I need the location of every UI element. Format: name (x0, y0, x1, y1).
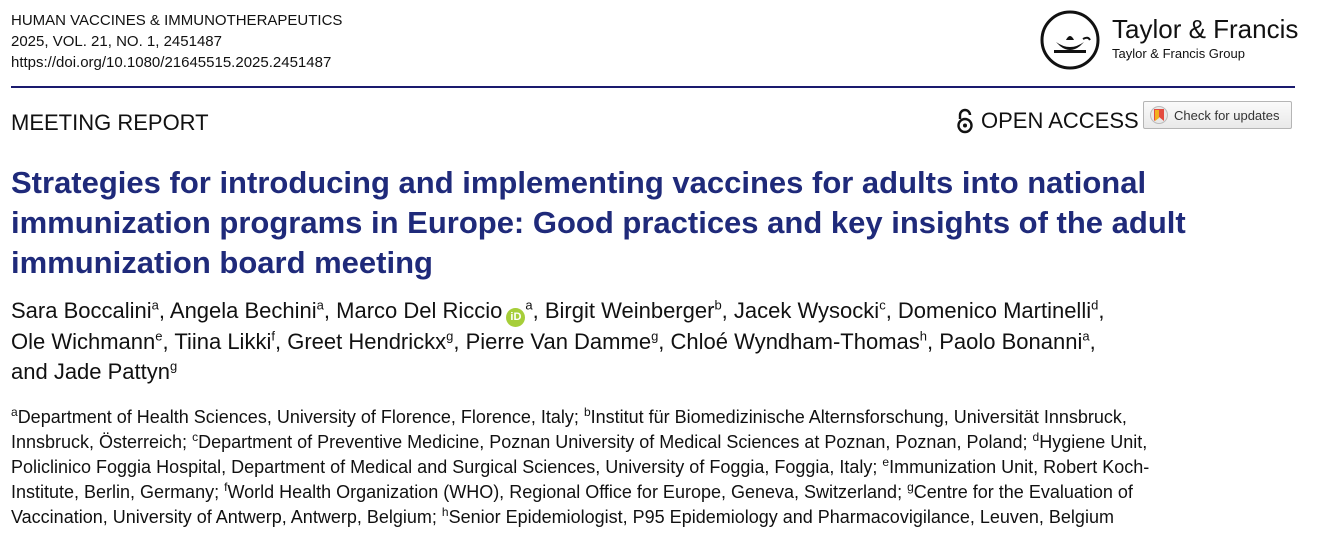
affiliation-marker: a (11, 405, 18, 419)
affiliation-marker: d (1032, 430, 1040, 444)
author-affiliation-marker[interactable]: b (714, 297, 722, 313)
author-line (11, 296, 1311, 327)
affiliation-text: Centre for the Evaluation of (913, 482, 1133, 502)
journal-name: HUMAN VACCINES & IMMUNOTHERAPEUTICS (11, 12, 343, 29)
affiliation-line (11, 430, 1311, 455)
author-separator: , (158, 298, 170, 323)
title-line: Strategies for introducing and implementing vaccines for adults into national (11, 165, 1147, 200)
affiliations (11, 405, 1311, 530)
check-for-updates-button[interactable] (1143, 101, 1292, 129)
orcid-icon[interactable]: iD (506, 308, 525, 327)
author-separator: , (323, 298, 337, 323)
author-name[interactable]: Paolo Bonanni (939, 329, 1083, 354)
affiliation-text: Immunization Unit, Robert Koch- (889, 457, 1150, 477)
affiliation-marker: e (882, 455, 890, 469)
author-affiliation-marker[interactable]: e (155, 328, 163, 344)
open-access-badge (955, 107, 1139, 135)
journal-doi-link[interactable]: https://doi.org/10.1080/21645515.2025.2451487 (11, 54, 332, 71)
affiliation-text: Hygiene Unit, (1039, 432, 1148, 452)
author-line (11, 357, 1311, 387)
affiliation-text: Senior Epidemiologist, P95 Epidemiology and Pharmacovigilance, Leuven, Belgium (448, 507, 1114, 527)
article-title (11, 163, 1311, 283)
author-separator: , (162, 329, 175, 354)
open-lock-icon (955, 108, 975, 134)
author-affiliation-marker[interactable]: h (919, 328, 927, 344)
affiliation-marker: c (192, 430, 199, 444)
author-name[interactable]: Domenico Martinelli (897, 298, 1092, 323)
author-separator: , (721, 298, 734, 323)
author-name[interactable]: Tiina Likki (174, 329, 272, 354)
author-line (11, 327, 1311, 357)
affiliation-text: Policlinico Foggia Hospital, Department of Medical and Surgical Sciences, University of Foggia, Foggia, Italy; (11, 457, 883, 477)
affiliation-text: Vaccination, University of Antwerp, Antwerp, Belgium; (11, 507, 442, 527)
author-affiliation-marker[interactable]: a (525, 297, 533, 313)
author-affiliation-marker[interactable]: d (1091, 297, 1099, 313)
affiliation-text: Department of Preventive Medicine, Poznan University of Medical Sciences at Poznan, Poznan, Poland; (198, 432, 1033, 452)
affiliation-line (11, 405, 1311, 430)
author-name[interactable]: Greet Hendrickx (287, 329, 447, 354)
author-name[interactable]: and Jade Pattyn (11, 359, 171, 384)
author-separator: , (885, 298, 898, 323)
author-affiliation-marker[interactable]: a (151, 297, 159, 313)
author-separator: , (658, 329, 671, 354)
journal-volume: 2025, VOL. 21, NO. 1, 2451487 (11, 33, 222, 50)
author-name[interactable]: Jacek Wysocki (733, 298, 880, 323)
affiliation-line (11, 455, 1311, 480)
publisher-name: Taylor & Francis (1112, 14, 1299, 44)
author-separator: , (927, 329, 940, 354)
header-divider (11, 86, 1295, 88)
author-affiliation-marker[interactable]: g (170, 358, 178, 374)
check-for-updates-label: Check for updates (1174, 107, 1280, 123)
affiliation-marker: h (441, 505, 449, 519)
title-line: immunization board meeting (11, 245, 433, 280)
author-affiliation-marker[interactable]: a (316, 297, 324, 313)
affiliation-line (11, 480, 1311, 505)
author-name[interactable]: Marco Del Riccio (336, 298, 503, 323)
author-affiliation-marker[interactable]: a (1082, 328, 1090, 344)
publisher-logo[interactable] (1040, 10, 1300, 72)
publisher-group: Taylor & Francis Group (1112, 46, 1245, 61)
author-name[interactable]: Angela Bechini (169, 298, 317, 323)
affiliation-marker: g (907, 480, 914, 494)
affiliation-text: Institut für Biomedizinische Alternsforschung, Universität Innsbruck, (590, 407, 1127, 427)
author-separator: , (1089, 329, 1096, 354)
author-separator: , (274, 329, 288, 354)
affiliation-marker: f (224, 480, 228, 494)
article-type: MEETING REPORT (11, 110, 209, 135)
affiliation-line (11, 505, 1311, 530)
author-affiliation-marker[interactable]: g (446, 328, 454, 344)
affiliation-text: World Health Organization (WHO), Regional Office for Europe, Geneva, Switzerland; (227, 482, 908, 502)
author-name[interactable]: Chloé Wyndham-Thomas (670, 329, 920, 354)
author-name[interactable]: Birgit Weinberger (544, 298, 715, 323)
title-line: immunization programs in Europe: Good practices and key insights of the adult (11, 205, 1186, 240)
author-name[interactable]: Ole Wichmann (11, 329, 156, 354)
affiliation-text: Innsbruck, Österreich; (11, 432, 193, 452)
lamp-logo-icon (1040, 10, 1100, 70)
author-name[interactable]: Pierre Van Damme (465, 329, 652, 354)
affiliation-marker: b (583, 405, 591, 419)
author-separator: , (532, 298, 545, 323)
journal-header (11, 10, 342, 73)
crossmark-icon (1150, 106, 1168, 124)
author-separator: , (453, 329, 466, 354)
author-affiliation-marker[interactable]: g (651, 328, 659, 344)
author-name[interactable]: Sara Boccalini (11, 298, 152, 323)
author-separator: , (1098, 298, 1105, 323)
affiliation-text: Department of Health Sciences, University of Florence, Florence, Italy; (17, 407, 584, 427)
author-list (11, 296, 1311, 387)
affiliation-text: Institute, Berlin, Germany; (11, 482, 225, 502)
author-affiliation-marker[interactable]: c (879, 297, 886, 313)
open-access-label: OPEN ACCESS (981, 108, 1139, 133)
author-affiliation-marker[interactable]: f (271, 328, 275, 344)
